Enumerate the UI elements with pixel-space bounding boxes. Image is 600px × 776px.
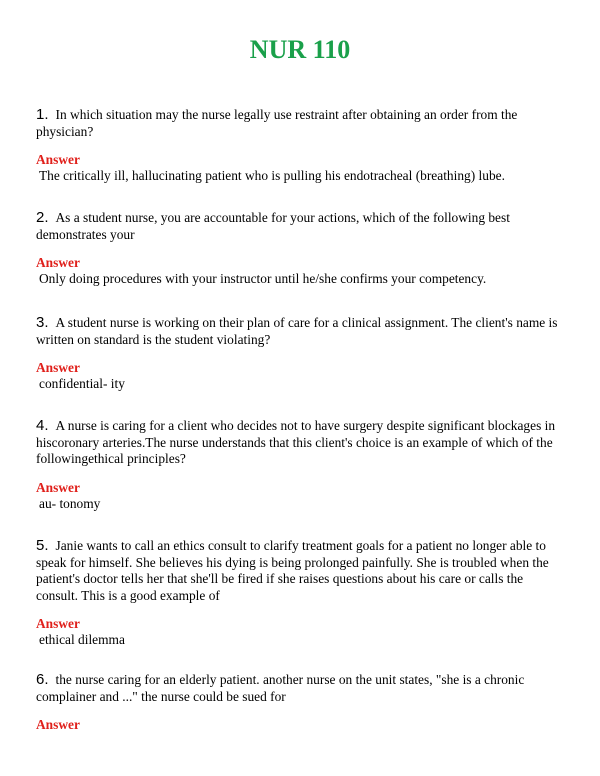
answer-label: Answer [36, 479, 80, 495]
answer-text: ethical dilemma [39, 632, 125, 647]
question-6 [36, 672, 566, 705]
question-text: Janie wants to call an ethics consult to clarify treatment goals for a patient no longer able to speak for himself. She believes his dying is being prolonged painfully. She is troubled when the patient's doctor tells her that she'll be fired if she raises questions about his care or calls the consult. This is a good example of [36, 538, 549, 603]
answer-label: Answer [36, 152, 80, 167]
answer-label: Answer [36, 616, 80, 631]
question-number: 5. [36, 537, 49, 554]
question-number: 1. [36, 106, 49, 123]
answer-label: Answer [36, 717, 80, 732]
question-text: As a student nurse, you are accountable for your actions, which of the following best demonstrates your [36, 210, 510, 242]
question-4 [36, 418, 566, 468]
question-5 [36, 538, 566, 604]
question-2 [36, 210, 566, 243]
question-number: 3. [36, 314, 49, 331]
qa-item-3 [36, 315, 566, 392]
answer-text: The critically ill, hallucinating patient who is pulling his endotracheal (breathing) lube. [39, 168, 505, 183]
answer-text: au- tonomy [39, 495, 101, 511]
qa-item-6 [36, 672, 566, 733]
question-text: In which situation may the nurse legally use restraint after obtaining an order from the physician? [36, 107, 518, 139]
answer-label: Answer [36, 255, 80, 270]
question-number: 2. [36, 209, 49, 226]
qa-item-4 [36, 418, 566, 512]
answer-text: Only doing procedures with your instructor until he/she confirms your competency. [39, 271, 487, 286]
question-1 [36, 107, 566, 140]
answer-text: confidential- ity [39, 376, 125, 391]
question-number: 4. [36, 417, 49, 434]
qa-item-2 [36, 210, 566, 287]
question-text: the nurse caring for an elderly patient. another nurse on the unit states, "she is a chronic complainer and ..." the nurse could be sued for [36, 672, 525, 704]
answer-label: Answer [36, 360, 80, 375]
question-number: 6. [36, 671, 49, 688]
qa-item-5 [36, 538, 566, 648]
qa-item-1 [36, 107, 566, 184]
page-title: NUR 110 [249, 35, 351, 64]
question-text: A student nurse is working on their plan of care for a clinical assignment. The client's name is written on standard is the student violating? [36, 315, 558, 347]
question-3 [36, 315, 566, 348]
question-text: A nurse is caring for a client who decides not to have surgery despite significant blockages in hiscoronary arteries.The nurse understands that this client's choice is an example of which of the followingethical principles? [36, 418, 556, 466]
